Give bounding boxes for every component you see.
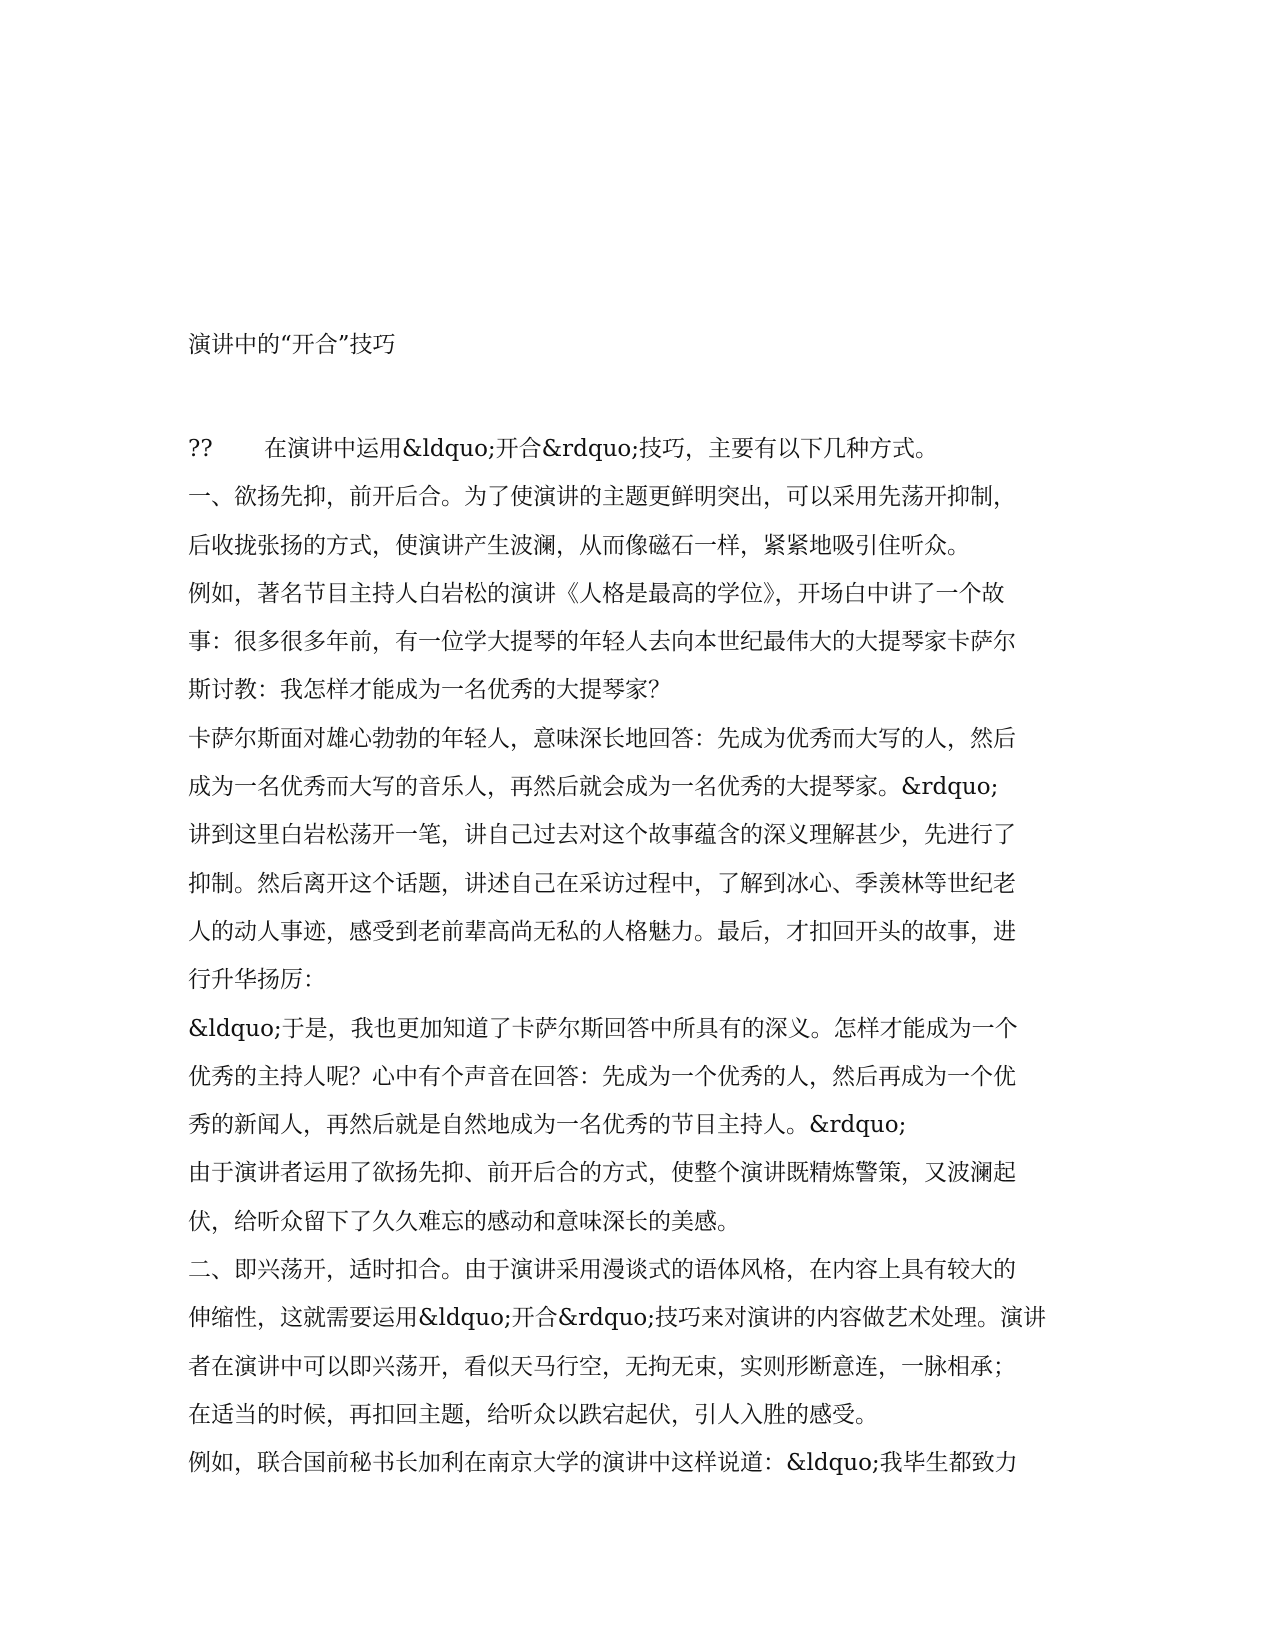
text-line: 在适当的时候，再扣回主题，给听众以跌宕起伏，引人入胜的感受。: [188, 1401, 878, 1428]
text-line: 秀的新闻人，再然后就是自然地成为一名优秀的节目主持人。&rdquo;: [188, 1112, 907, 1139]
document-body: [188, 425, 1088, 1488]
text-line: 人的动人事迹，感受到老前辈高尚无私的人格魅力。最后，才扣回开头的故事，进: [188, 918, 1016, 945]
text-line: 二、即兴荡开，适时扣合。由于演讲采用漫谈式的语体风格，在内容上具有较大的: [188, 1257, 1016, 1284]
document-title: 演讲中的“开合”技巧: [188, 332, 396, 358]
intro-prefix: ??: [188, 436, 213, 462]
text-line: 成为一名优秀而大写的音乐人，再然后就会成为一名优秀的大提琴家。&rdquo;: [188, 774, 999, 801]
text-line: 行升华扬厉：: [188, 967, 326, 994]
text-line: &ldquo;于是，我也更加知道了卡萨尔斯回答中所具有的深义。怎样才能成为一个: [188, 1015, 1018, 1042]
text-line: 例如，联合国前秘书长加利在南京大学的演讲中这样说道：&ldquo;我毕生都致力: [188, 1450, 1018, 1477]
text-line: 由于演讲者运用了欲扬先抑、前开后合的方式，使整个演讲既精炼警策，又波澜起: [188, 1160, 1016, 1187]
text-line: 抑制。然后离开这个话题，讲述自己在采访过程中，了解到冰心、季羡林等世纪老: [188, 870, 1016, 897]
text-line: [188, 425, 1088, 473]
text-line: 优秀的主持人呢？心中有个声音在回答：先成为一个优秀的人，然后再成为一个优: [188, 1063, 1016, 1090]
text-line: 事：很多很多年前，有一位学大提琴的年轻人去向本世纪最伟大的大提琴家卡萨尔: [188, 629, 1016, 656]
text-line: 伏，给听众留下了久久难忘的感动和意味深长的美感。: [188, 1208, 740, 1235]
text-line: 后收拢张扬的方式，使演讲产生波澜，从而像磁石一样，紧紧地吸引住听众。: [188, 532, 970, 559]
text-line: 讲到这里白岩松荡开一笔，讲自己过去对这个故事蕴含的深义理解甚少，先进行了: [188, 822, 1016, 849]
text-line: 卡萨尔斯面对雄心勃勃的年轻人，意味深长地回答：先成为优秀而大写的人，然后: [188, 725, 1016, 752]
text-line: 一、欲扬先抑，前开后合。为了使演讲的主题更鲜明突出，可以采用先荡开抑制，: [188, 484, 1016, 511]
text-line: 斯讨教：我怎样才能成为一名优秀的大提琴家？: [188, 677, 671, 704]
text-line: 者在演讲中可以即兴荡开，看似天马行空，无拘无束，实则形断意连，一脉相承；: [188, 1353, 1016, 1380]
intro-text: 在演讲中运用&ldquo;开合&rdquo;技巧，主要有以下几种方式。: [264, 436, 939, 462]
text-line: 伸缩性，这就需要运用&ldquo;开合&rdquo;技巧来对演讲的内容做艺术处理。演讲: [188, 1305, 1047, 1332]
text-line: 例如，著名节目主持人白岩松的演讲《人格是最高的学位》，开场白中讲了一个故: [188, 580, 1005, 607]
